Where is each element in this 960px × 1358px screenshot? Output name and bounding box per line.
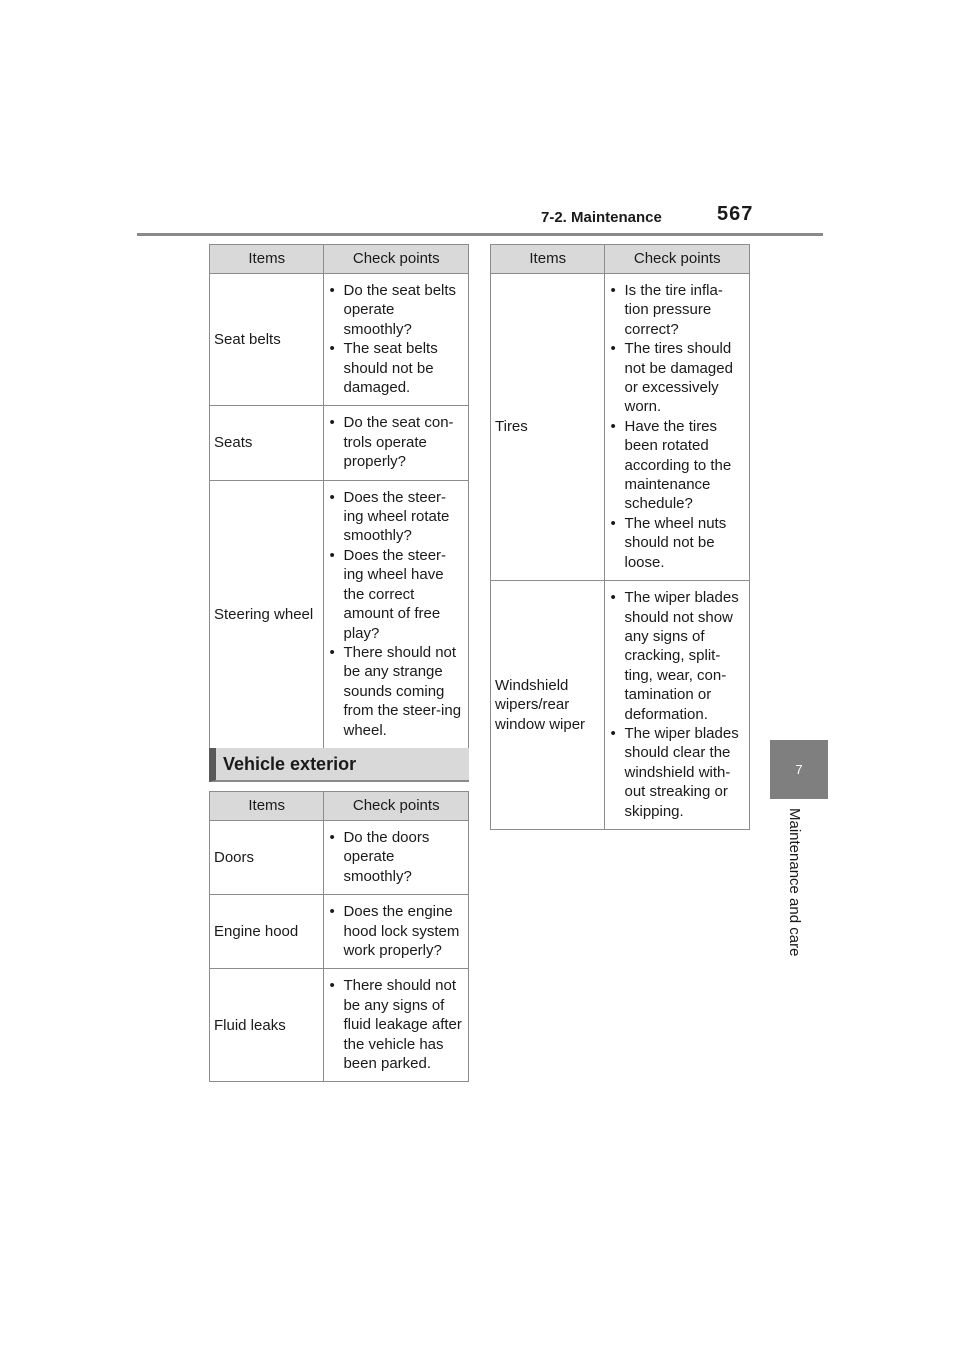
item-cell: Fluid leaks — [210, 969, 324, 1082]
check-point: • Is the tire infla-tion pressure correct? — [610, 281, 745, 339]
item-cell: Doors — [210, 821, 324, 895]
table-row — [210, 821, 469, 895]
items-header: Items — [491, 245, 605, 274]
item-cell: Tires — [491, 274, 605, 581]
check-points-header: Check points — [605, 245, 750, 274]
section-title: 7-2. Maintenance — [541, 209, 662, 226]
check-point: • Do the seat belts operate smoothly? — [329, 281, 464, 339]
page-number: 567 — [717, 203, 754, 225]
item-cell: Seats — [210, 406, 324, 480]
interior-check-table — [209, 244, 469, 749]
check-point: • Have the tires been rotated according to the maintenance schedule? — [610, 417, 745, 514]
table-row — [210, 274, 469, 406]
table-row — [491, 274, 750, 581]
check-point: • The wiper blades should clear the windshield with-out streaking or skipping. — [610, 724, 745, 821]
table-row — [210, 406, 469, 480]
check-points-cell — [324, 406, 469, 480]
exterior-check-table — [209, 791, 469, 1082]
item-cell: Seat belts — [210, 274, 324, 406]
check-points-cell — [605, 274, 750, 581]
check-points-cell — [324, 821, 469, 895]
table-row — [210, 895, 469, 969]
check-point: • The tires should not be damaged or excessively worn. — [610, 339, 745, 417]
check-points-cell — [324, 480, 469, 748]
check-points-header: Check points — [324, 792, 469, 821]
check-point: • There should not be any signs of fluid leakage after the vehicle has been parked. — [329, 976, 464, 1073]
chapter-tab: 7 — [770, 740, 828, 799]
table-row — [491, 581, 750, 830]
item-cell: Engine hood — [210, 895, 324, 969]
check-point: • There should not be any strange sounds coming from the steer-ing wheel. — [329, 643, 464, 740]
table-header-row — [210, 792, 469, 821]
check-point: • The seat belts should not be damaged. — [329, 339, 464, 397]
check-points-cell — [324, 969, 469, 1082]
check-points-cell — [605, 581, 750, 830]
check-point: • The wheel nuts should not be loose. — [610, 514, 745, 572]
table-header-row — [210, 245, 469, 274]
items-header: Items — [210, 792, 324, 821]
section-heading: Vehicle exterior — [209, 748, 469, 782]
check-points-cell — [324, 274, 469, 406]
item-cell: Windshield wipers/rear window wiper — [491, 581, 605, 830]
chapter-label-text: Maintenance and care — [786, 808, 803, 957]
tires-wipers-check-table — [490, 244, 750, 830]
check-point: • Does the steer-ing wheel have the correct amount of free play? — [329, 546, 464, 643]
check-points-cell — [324, 895, 469, 969]
check-point: • The wiper blades should not show any signs of cracking, split-ting, wear, con-tamination or deformation. — [610, 588, 745, 724]
table-row — [210, 969, 469, 1082]
check-point: • Does the steer-ing wheel rotate smoothly? — [329, 488, 464, 546]
header-divider — [137, 233, 823, 236]
chapter-label — [785, 808, 805, 988]
item-cell: Steering wheel — [210, 480, 324, 748]
check-points-header: Check points — [324, 245, 469, 274]
check-point: • Do the seat con-trols operate properly? — [329, 413, 464, 471]
table-row — [210, 480, 469, 748]
check-point: • Do the doors operate smoothly? — [329, 828, 464, 886]
table-header-row — [491, 245, 750, 274]
items-header: Items — [210, 245, 324, 274]
check-point: • Does the engine hood lock system work properly? — [329, 902, 464, 960]
